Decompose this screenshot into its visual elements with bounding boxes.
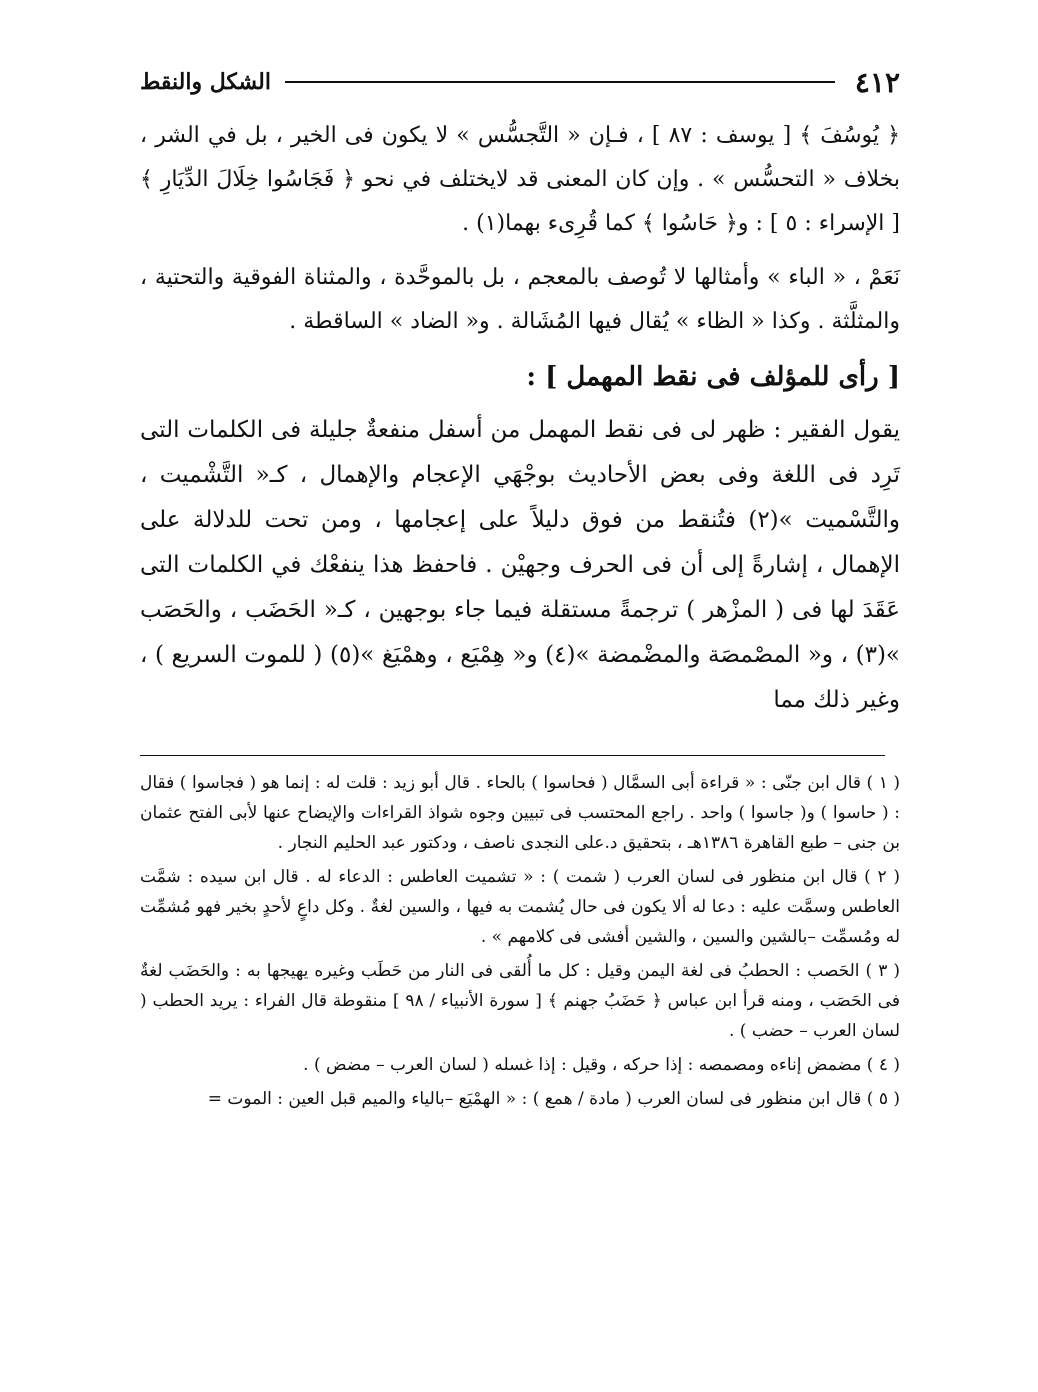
section-heading: [ رأى للمؤلف فى نقط المهمل ] :	[526, 362, 900, 392]
page-number: ٤١٢	[854, 65, 900, 99]
footnote-5: ( ٥ ) قال ابن منظور فى لسان العرب ( مادة / همع ) : « الهمْيَع –بالياء والميم قبل العين : الموت =	[207, 1089, 900, 1109]
footnote-separator-wrap	[140, 733, 900, 768]
footnote-2: ( ٢ ) قال ابن منظور فى لسان العرب ( شمت ) : « تشميت العاطس : الدعاء له . قال ابن سيده : شمَّت العاطس وسمَّت عليه : دعا له ألا يكون فى حال يُشمت به فيها ، والسين لغةٌ . وكل داعٍ لأحدٍ بخير فهو مُشمِّت له ومُسمِّت –بالشين والسين ، والشين أفشى فى كلامهم » .	[140, 867, 900, 947]
page-header	[140, 60, 900, 104]
paragraph-1: ﴿ يُوسُفَ ﴾ [ يوسف : ٨٧ ] ، فـإن « التَّجسُّس » لا يكون فى الخير ، بل في الشر ، بخلاف « التحسُّس » . وإن كان المعنى قد لايختلف في نحو ﴿ فَجَاسُوا خِلَالَ الدِّيَارِ ﴾ [ الإسراء : ٥ ] : و﴿ حَاسُوا ﴾ كما قُرِىء بهما(١) .	[140, 123, 900, 236]
body-text	[140, 114, 900, 723]
footnote-separator	[140, 755, 885, 756]
footnote-3: ( ٣ ) الحَصب : الحطبُ فى لغة اليمن وقيل : كل ما أُلقى فى النار من حَطَب وغيره يهيجها به : والحَضَب لغةٌ فى الحَصَب ، ومنه قرأ ابن عباس ﴿ حَضَبُ جهنم ﴾ [ سورة الأنبياء / ٩٨ ] منقوطة قال الفراء : يريد الحطب ( لسان العرب – حضب ) .	[140, 961, 901, 1041]
main-paragraph: يقول الفقير : ظهر لى فى نقط المهمل من أسفل منفعةٌ جليلة فى الكلمات التى تَرِد فى اللغة وفى بعض الأحاديث بوجْهَي الإعجام والإهمال ، كـ« التَّشْميت ، والتَّسْميت »(٢) فتُنقط من فوق دليلاً على إعجامها ، ومن تحت للدلالة على الإهمال ، إشارةً إلى أن فى الحرف وجهيْن . فاحفظ هذا ينفعْك في الكلمات التى عَقَدَ لها فى ( المزْهر ) ترجمةً مستقلة فيما جاء بوجهين ، كـ« الحَضَب ، والحَصَب »(٣) ، و« المصْمصَة والمضْمضة »(٤) و« هِمْيَع ، وهمْيَغ »(٥) ( للموت السريع ) ، وغير ذلك مما	[140, 417, 900, 713]
book-page	[140, 60, 900, 1118]
footnote-4: ( ٤ ) مضمض إناءه ومصمصه : إذا حركه ، وقيل : إذا غسله ( لسان العرب – مضض ) .	[303, 1055, 900, 1075]
header-rule	[285, 81, 835, 83]
footnote-1: ( ١ ) قال ابن جنّى : « قراءة أبى السمَّال ( فحاسوا ) بالحاء . قال أبو زيد : قلت له : إنما هو ( فجاسوا ) فقال : ( حاسوا ) و( جاسوا ) واحد . راجع المحتسب فى تبيين وجوه شواذ القراءات والإيضاح عنها لأبى الفتح عثمان بن جنى – طبع القاهرة ١٣٨٦هـ ، بتحقيق د.على النجدى ناصف ، ودكتور عبد الحليم النجار .	[140, 773, 901, 853]
running-title: الشكل والنقط	[140, 69, 272, 95]
paragraph-2: نَعَمْ ، « الباء » وأمثالها لا تُوصف بالمعجم ، بل بالموحَّدة ، والمثناة الفوقية والتحتية ، والمثلَّثة . وكذا « الظاء » يُقال فيها المُشَالة . و« الضاد » الساقطة .	[140, 265, 900, 334]
footnotes	[140, 768, 900, 1114]
